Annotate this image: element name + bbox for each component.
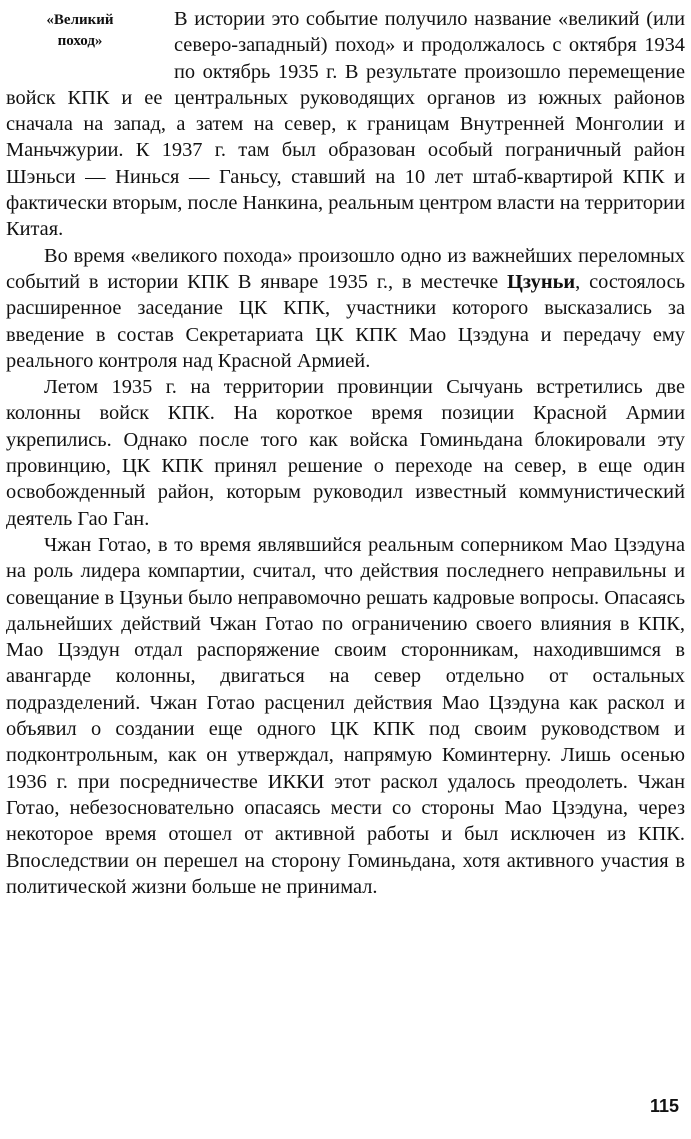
place-name-zunyi: Цзуньи xyxy=(507,270,576,293)
margin-heading-line-2: поход» xyxy=(57,33,103,49)
text-column xyxy=(6,6,685,900)
paragraph-1: В истории это событие получило название «великий (или северо-западный) поход» и продолжалось с октября 1934 по октябрь 1935 г. В результате произошло перемещение войск КПК и ее центральных руководящих органов из южных районов сначала на запад, а затем на север, к границам Внутренней Монголии и Маньчжурии. К 1937 г. там был образован особый пограничный район Шэньси — Нинься — Ганьсу, ставший на 10 лет штаб-квартирой КПК и фактически вторым, после Нанкина, реальным центром власти на территории Китая. xyxy=(6,8,685,241)
margin-heading-line-1: «Великий xyxy=(46,12,114,28)
paragraph-2-end: , состоялось расширенное заседание ЦК КПК, участники которого высказались за введение в состав Секретариата ЦК КПК Мао Цзэдуна и передачу ему реального контроля над Красной Армией. xyxy=(6,270,685,372)
margin-heading xyxy=(6,6,154,78)
paragraph-2-start: Во время «великого похода» произошло одно из важнейших переломных событий в истории КПК В январе 1935 г., в местечке xyxy=(6,244,685,293)
page-number: 115 xyxy=(649,1096,679,1116)
paragraph-2 xyxy=(6,243,685,374)
paragraph-3: Летом 1935 г. на территории провинции Сычуань встретились две колонны войск КПК. На короткое время позиции Красной Армии укрепились. Однако после того как войска Гоминьдана блокировали эту провинцию, ЦК КПК принял решение о переходе на север, в еще один освобожденный район, которым руководил известный коммунистический деятель Гао Ган. xyxy=(6,376,685,530)
paragraph-4: Чжан Готао, в то время являвшийся реальным соперником Мао Цзэдуна на роль лидера компартии, считал, что действия последнего неправильны и совещание в Цзуньи было неправомочно решать кадровые вопросы. Опасаясь дальнейших действий Чжан Готао по ограничению своего влияния в КПК, Мао Цзэдун отдал распоряжение своим сторонникам, находившимся в авангарде колонны, двигаться на север отдельно от остальных подразделений. Чжан Готао расценил действия Мао Цзэдуна как раскол и объявил о создании еще одного ЦК КПК под своим руководством и подконтрольным, как он утверждал, напрямую Коминтерну. Лишь осенью 1936 г. при посредничестве ИККИ этот раскол удалось преодолеть. Чжан Готао, небезосновательно опасаясь мести со стороны Мао Цзэдуна, через некоторое время отошел от активной работы и был исключен из КПК. Впоследствии он перешел на сторону Гоминьдана, хотя активного участия в политической жизни больше не принимал. xyxy=(6,533,685,898)
